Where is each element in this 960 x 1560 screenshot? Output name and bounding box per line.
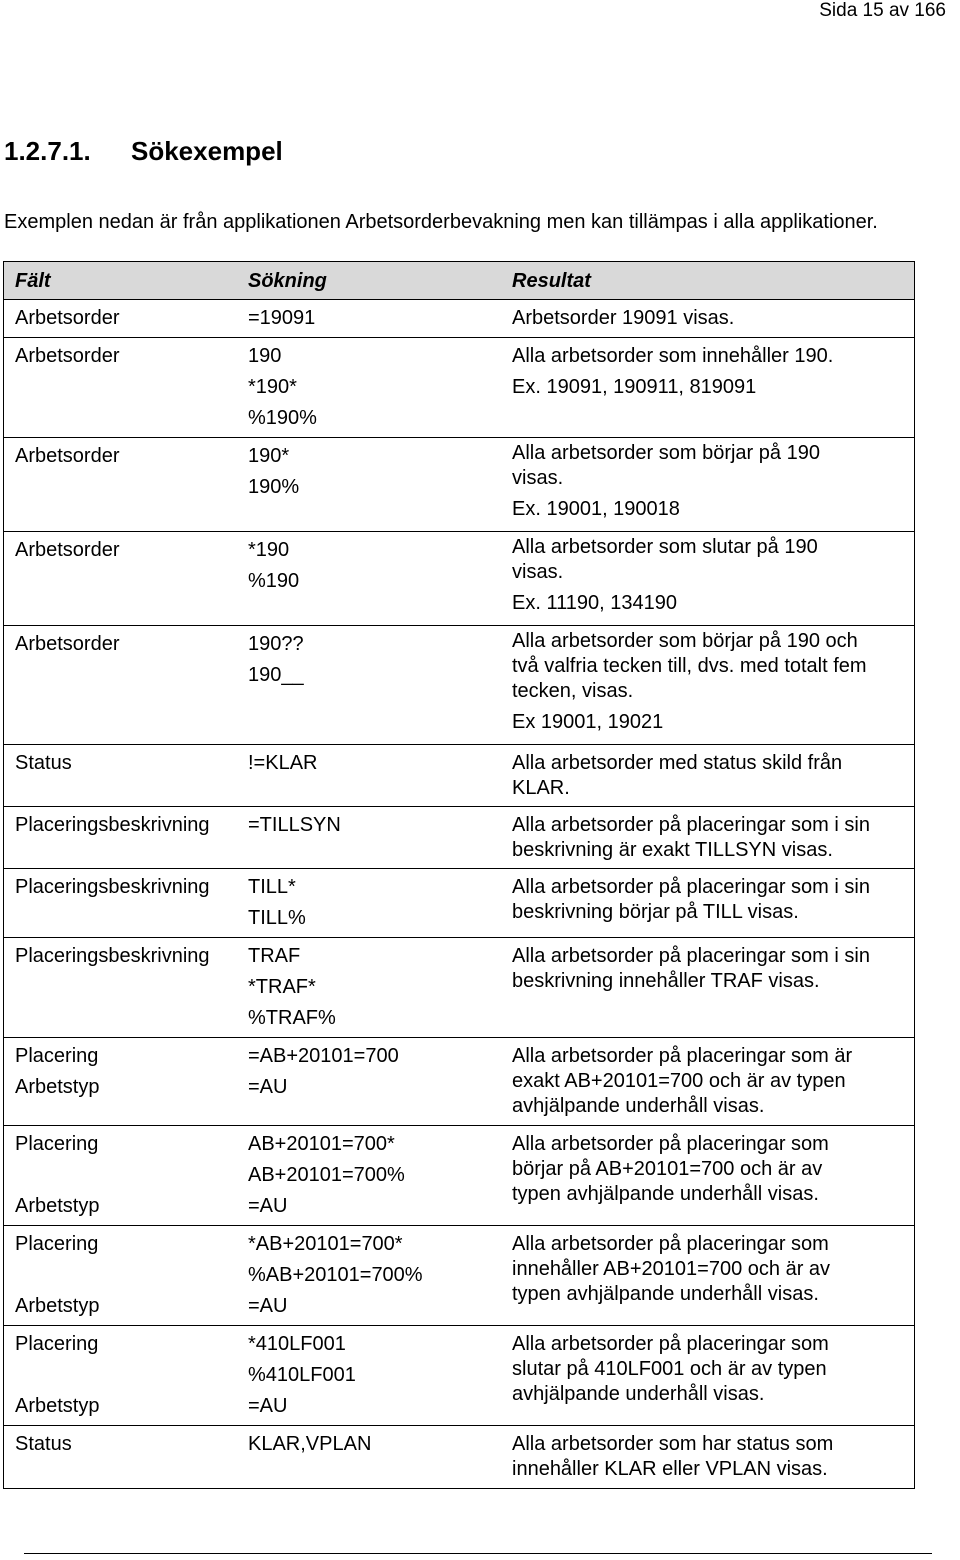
table-header-row	[4, 262, 914, 300]
search-cell: =AU	[248, 1076, 288, 1098]
result-cell: Alla arbetsorder på placeringar som i sin	[512, 814, 870, 836]
result-cell: avhjälpande underhåll visas.	[512, 1383, 765, 1405]
table-row	[4, 745, 914, 807]
search-cell: AB+20101=700*	[248, 1133, 395, 1155]
result-cell: Alla arbetsorder på placeringar som	[512, 1233, 829, 1255]
field-cell: Arbetsorder	[15, 345, 120, 367]
field-cell: Arbetstyp	[15, 1395, 100, 1417]
result-cell: beskrivning är exakt TILLSYN visas.	[512, 839, 833, 861]
header-falt: Fält	[15, 270, 51, 292]
search-cell: 190??	[248, 633, 304, 655]
search-cell: =AU	[248, 1395, 288, 1417]
search-cell: %190	[248, 570, 300, 592]
footer-divider	[24, 1553, 932, 1554]
result-cell: avhjälpande underhåll visas.	[512, 1095, 765, 1117]
header-resultat: Resultat	[512, 270, 591, 292]
search-cell: %AB+20101=700%	[248, 1264, 423, 1286]
field-cell: Placering	[15, 1233, 99, 1255]
search-cell: =19091	[248, 307, 316, 329]
result-cell: beskrivning innehåller TRAF visas.	[512, 970, 820, 992]
field-cell: Arbetstyp	[15, 1195, 100, 1217]
field-cell: Placering	[15, 1333, 99, 1355]
table-row	[4, 1426, 914, 1488]
section-number: 1.2.7.1.	[4, 136, 91, 166]
field-cell: Placering	[15, 1133, 99, 1155]
table-row	[4, 807, 914, 869]
search-cell: *190	[248, 539, 290, 561]
table-row	[4, 532, 914, 626]
result-cell: Arbetsorder 19091 visas.	[512, 307, 735, 329]
page-number: Sida 15 av 166	[819, 0, 946, 21]
field-cell: Placeringsbeskrivning	[15, 814, 210, 836]
result-cell: typen avhjälpande underhåll visas.	[512, 1183, 819, 1205]
section-heading	[4, 136, 283, 167]
search-cell: %190%	[248, 407, 317, 429]
search-cell: 190*	[248, 445, 290, 467]
search-cell: 190%	[248, 476, 300, 498]
search-cell: *410LF001	[248, 1333, 346, 1355]
field-cell: Placeringsbeskrivning	[15, 945, 210, 967]
table-row	[4, 1226, 914, 1326]
search-cell: !=KLAR	[248, 752, 318, 774]
result-cell: tecken, visas.	[512, 680, 634, 702]
result-cell: Ex. 19001, 190018	[512, 498, 680, 520]
search-cell: KLAR,VPLAN	[248, 1433, 372, 1455]
header-sokning: Sökning	[248, 270, 327, 292]
section-title: Sökexempel	[131, 136, 283, 166]
search-cell: *TRAF*	[248, 976, 316, 998]
result-cell: Alla arbetsorder som har status som	[512, 1433, 834, 1455]
search-cell: =TILLSYN	[248, 814, 341, 836]
search-cell: *190*	[248, 376, 297, 398]
table-row	[4, 869, 914, 938]
table-row	[4, 438, 914, 532]
search-cell: =AB+20101=700	[248, 1045, 399, 1067]
field-cell: Arbetsorder	[15, 633, 120, 655]
table-row	[4, 338, 914, 438]
search-cell: %TRAF%	[248, 1007, 336, 1029]
result-cell: beskrivning börjar på TILL visas.	[512, 901, 799, 923]
result-cell: innehåller KLAR eller VPLAN visas.	[512, 1458, 828, 1480]
result-cell: börjar på AB+20101=700 och är av	[512, 1158, 823, 1180]
result-cell: Alla arbetsorder på placeringar som är	[512, 1045, 853, 1067]
field-cell: Arbetstyp	[15, 1295, 100, 1317]
field-cell: Arbetstyp	[15, 1076, 100, 1098]
result-cell: Alla arbetsorder som innehåller 190.	[512, 345, 834, 367]
table-row	[4, 1038, 914, 1126]
result-cell: Alla arbetsorder med status skild från	[512, 752, 843, 774]
result-cell: visas.	[512, 561, 564, 583]
field-cell: Arbetsorder	[15, 445, 120, 467]
result-cell: Alla arbetsorder som börjar på 190	[512, 442, 820, 464]
search-cell: %410LF001	[248, 1364, 356, 1386]
search-cell: =AU	[248, 1195, 288, 1217]
table-row	[4, 1126, 914, 1226]
search-cell: 190	[248, 345, 282, 367]
search-cell: 190__	[248, 664, 304, 686]
result-cell: Alla arbetsorder som slutar på 190	[512, 536, 818, 558]
field-cell: Placering	[15, 1045, 99, 1067]
search-cell: TILL%	[248, 907, 306, 929]
field-cell: Arbetsorder	[15, 307, 120, 329]
result-cell: innehåller AB+20101=700 och är av	[512, 1258, 831, 1280]
table-row	[4, 626, 914, 745]
search-cell: TILL*	[248, 876, 296, 898]
table-row	[4, 938, 914, 1038]
table-row	[4, 1326, 914, 1426]
intro-paragraph: Exemplen nedan är från applikationen Arbetsorderbevakning men kan tillämpas i alla applikationer.	[4, 211, 878, 233]
result-cell: KLAR.	[512, 777, 570, 799]
result-cell: typen avhjälpande underhåll visas.	[512, 1283, 819, 1305]
search-cell: TRAF	[248, 945, 301, 967]
field-cell: Arbetsorder	[15, 539, 120, 561]
result-cell: visas.	[512, 467, 564, 489]
field-cell: Placeringsbeskrivning	[15, 876, 210, 898]
result-cell: Alla arbetsorder på placeringar som i sin	[512, 945, 870, 967]
search-cell: AB+20101=700%	[248, 1164, 405, 1186]
result-cell: Ex. 11190, 134190	[512, 592, 677, 614]
search-cell: =AU	[248, 1295, 288, 1317]
search-examples-table	[3, 261, 915, 1489]
result-cell: Alla arbetsorder på placeringar som i sin	[512, 876, 870, 898]
result-cell: Alla arbetsorder på placeringar som	[512, 1333, 829, 1355]
result-cell: slutar på 410LF001 och är av typen	[512, 1358, 827, 1380]
result-cell: två valfria tecken till, dvs. med totalt fem	[512, 655, 867, 677]
result-cell: Ex. 19091, 190911, 819091	[512, 376, 757, 398]
result-cell: Ex 19001, 19021	[512, 711, 664, 733]
search-cell: *AB+20101=700*	[248, 1233, 403, 1255]
result-cell: exakt AB+20101=700 och är av typen	[512, 1070, 846, 1092]
field-cell: Status	[15, 1433, 72, 1455]
result-cell: Alla arbetsorder på placeringar som	[512, 1133, 829, 1155]
result-cell: Alla arbetsorder som börjar på 190 och	[512, 630, 858, 652]
field-cell: Status	[15, 752, 72, 774]
table-row	[4, 300, 914, 338]
